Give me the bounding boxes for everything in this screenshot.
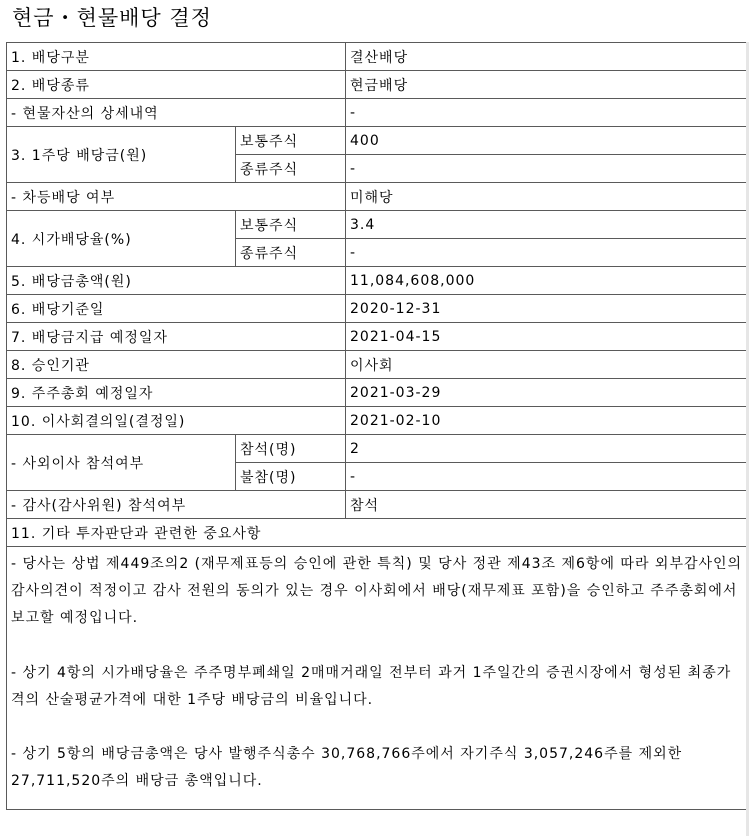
row-value: 2021-03-29 — [346, 379, 748, 407]
row-label: - 사외이사 참석여부 — [7, 435, 236, 491]
row-label: 1. 배당구분 — [7, 43, 346, 71]
row-label: - 차등배당 여부 — [7, 183, 346, 211]
dividend-table — [6, 42, 748, 810]
page-title: 현금・현물배당 결정 — [12, 6, 212, 30]
row-label: 5. 배당금총액(원) — [7, 267, 346, 295]
row-label: - 현물자산의 상세내역 — [7, 99, 346, 127]
row-value: - — [346, 99, 748, 127]
row-sublabel: 참석(명) — [236, 435, 346, 463]
table-row — [7, 267, 748, 295]
table-row — [7, 491, 748, 519]
row-sublabel: 보통주식 — [236, 127, 346, 155]
row-value: 미해당 — [346, 183, 748, 211]
table-row — [7, 519, 748, 547]
table-row — [7, 323, 748, 351]
row-label: 9. 주주총회 예정일자 — [7, 379, 346, 407]
row-label: 4. 시가배당율(%) — [7, 211, 236, 267]
table-row — [7, 183, 748, 211]
row-value: 2021-04-15 — [346, 323, 748, 351]
row-value: 3.4 — [346, 211, 748, 239]
row-value: 결산배당 — [346, 43, 748, 71]
row-value: 11,084,608,000 — [346, 267, 748, 295]
row-value: 2 — [346, 435, 748, 463]
row-sublabel: 종류주식 — [236, 239, 346, 267]
row-value: 400 — [346, 127, 748, 155]
table-row — [7, 99, 748, 127]
table-row — [7, 351, 748, 379]
note-paragraph: - 상기 4항의 시가배당율은 주주명부폐쇄일 2매매거래일 전부터 과거 1주일간의 증권시장에서 형성된 최종가격의 산술평균가격에 대한 1주당 배당금의 비율입니다. — [11, 664, 732, 708]
table-row — [7, 407, 748, 435]
table-row — [7, 435, 748, 463]
row-label: 6. 배당기준일 — [7, 295, 346, 323]
row-value: - — [346, 155, 748, 183]
row-value: - — [346, 463, 748, 491]
row-label: 11. 기타 투자판단과 관련한 중요사항 — [7, 519, 748, 547]
table-row — [7, 43, 748, 71]
row-label: 10. 이사회결의일(결정일) — [7, 407, 346, 435]
row-value: 이사회 — [346, 351, 748, 379]
table-row — [7, 71, 748, 99]
row-label: 2. 배당종류 — [7, 71, 346, 99]
row-label: - 감사(감사위원) 참석여부 — [7, 491, 346, 519]
table-row — [7, 547, 748, 810]
note-paragraph: - 당사는 상법 제449조의2 (재무제표등의 승인에 관한 특칙) 및 당사 정관 제43조 제6항에 따라 외부감사인의 감사의견이 적정이고 감사 전원의 동의가 있는 경우 이사회에서 배당(재무제표 포함)을 승인하고 주주총회에서 보고할 예정입니다. — [11, 556, 743, 627]
row-value: 2021-02-10 — [346, 407, 748, 435]
table-row — [7, 127, 748, 155]
row-sublabel: 보통주식 — [236, 211, 346, 239]
row-value: 참석 — [346, 491, 748, 519]
row-label: 3. 1주당 배당금(원) — [7, 127, 236, 183]
row-label: 7. 배당금지급 예정일자 — [7, 323, 346, 351]
row-value: 현금배당 — [346, 71, 748, 99]
table-row — [7, 295, 748, 323]
row-label: 8. 승인기관 — [7, 351, 346, 379]
row-value: 2020-12-31 — [346, 295, 748, 323]
row-value: - — [346, 239, 748, 267]
row-sublabel: 불참(명) — [236, 463, 346, 491]
notes-cell — [7, 547, 748, 810]
table-row — [7, 379, 748, 407]
table-row — [7, 211, 748, 239]
note-paragraph: - 상기 5항의 배당금총액은 당사 발행주식총수 30,768,766주에서 자기주식 3,057,246주를 제외한 27,711,520주의 배당금 총액입니다. — [11, 746, 683, 790]
row-sublabel: 종류주식 — [236, 155, 346, 183]
